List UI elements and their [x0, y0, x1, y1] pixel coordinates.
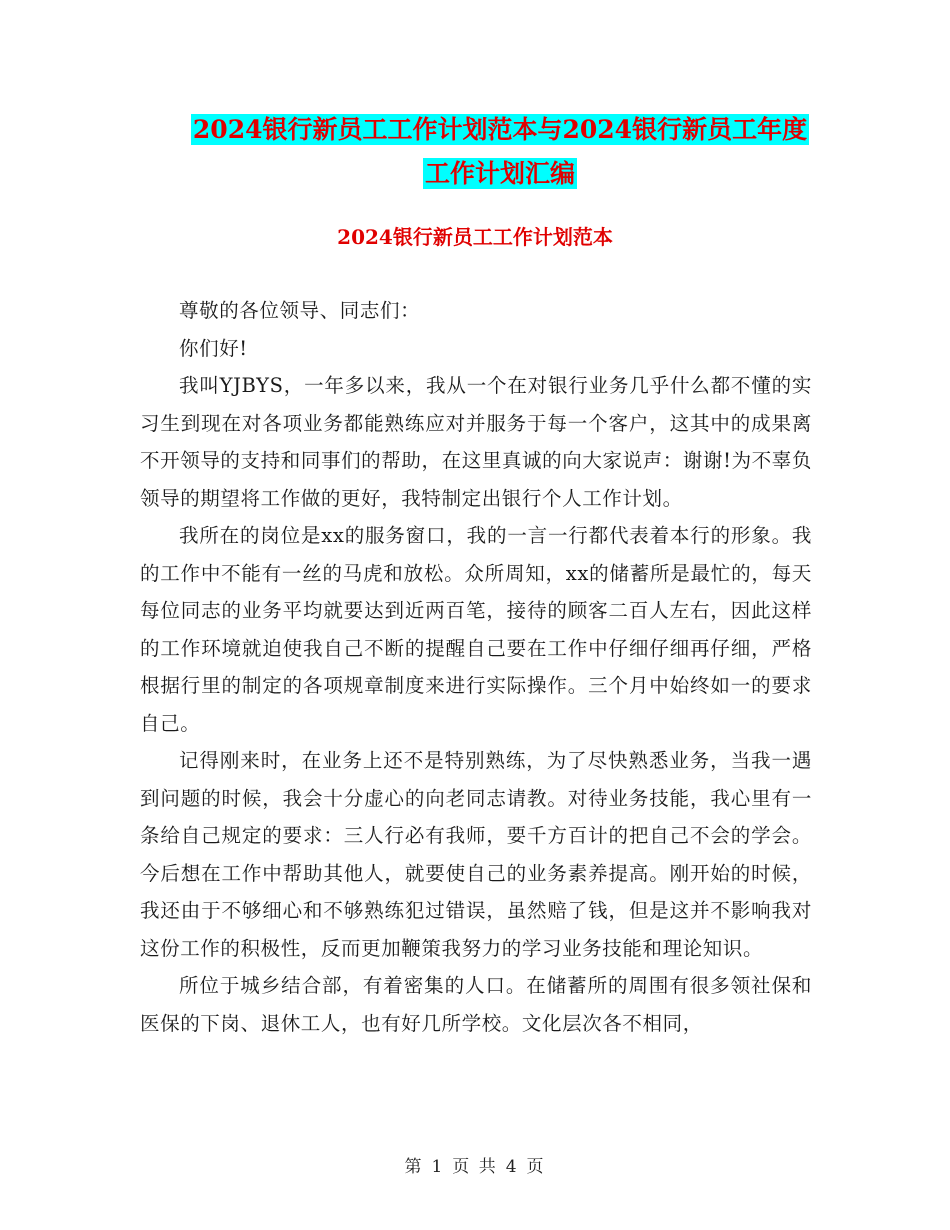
document-title-line1: 2024银行新员工工作计划范本与2024银行新员工年度 [192, 115, 808, 144]
paragraph: 我所在的岗位是xx的服务窗口，我的一言一行都代表着本行的形象。我的工作中不能有一丝的马虎和放松。众所周知，xx的储蓄所是最忙的，每天每位同志的业务平均就要达到近两百笔，接待的顾客二百人左右，因此这样的工作环境就迫使我自己不断的提醒自己要在工作中仔细仔细再仔细，严格根据行里的制定的各项规章制度来进行实际操作。三个月中始终如一的要求自己。 [140, 524, 812, 735]
footer-mid: 页 共 [452, 1157, 498, 1177]
document-title-line2: 工作计划汇编 [424, 159, 575, 188]
paragraph: 记得刚来时，在业务上还不是特别熟练，为了尽快熟悉业务，当我一遇到问题的时候，我会十分虚心的向老同志请教。对待业务技能，我心里有一条给自己规定的要求：三人行必有我师，要千方百计的把自己不会的学会。今后想在工作中帮助其他人，就要使自己的业务素养提高。刚开始的时候，我还由于不够细心和不够熟练犯过错误，虽然赔了钱，但是这并不影响我对这份工作的积极性，反而更加鞭策我努力的学习业务技能和理论知识。 [140, 749, 812, 960]
total-pages: 4 [505, 1157, 519, 1177]
paragraph-salutation: 尊敬的各位领导、同志们： [179, 299, 421, 322]
paragraph: 我叫YJBYS，一年多以来，我从一个在对银行业务几乎什么都不懂的实习生到现在对各项业务都能熟练应对并服务于每一个客户，这其中的成果离不开领导的支持和同事们的帮助，在这里真诚的向大家说声：谢谢!为不辜负领导的期望将工作做的更好，我特制定出银行个人工作计划。 [140, 374, 812, 510]
paragraph: 所位于城乡结合部，有着密集的人口。在储蓄所的周围有很多领社保和医保的下岗、退休工人，也有好几所学校。文化层次各不相同， [140, 974, 812, 1035]
document-body [140, 292, 812, 1042]
document-title [150, 108, 850, 196]
paragraph-greeting: 你们好! [179, 336, 248, 360]
footer-prefix: 第 [404, 1157, 424, 1177]
page-number: 1 [431, 1157, 445, 1177]
section-title: 2024银行新员工工作计划范本 [337, 225, 613, 249]
footer-suffix: 页 [526, 1157, 546, 1177]
page-footer [0, 1152, 950, 1177]
